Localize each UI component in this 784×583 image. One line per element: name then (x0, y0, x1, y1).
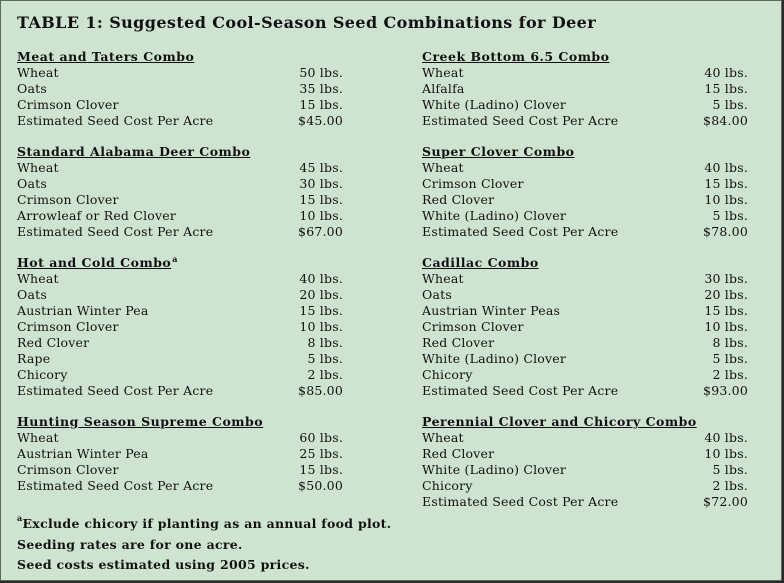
seed-item: Crimson Clover (17, 462, 119, 477)
seed-item: Austrian Winter Pea (17, 446, 149, 461)
seed-item: Estimated Seed Cost Per Acre (422, 494, 619, 509)
seed-item: Estimated Seed Cost Per Acre (17, 113, 214, 128)
seed-amount: 30 lbs. (704, 271, 748, 286)
seed-item: Crimson Clover (17, 97, 119, 112)
seed-amount: 8 lbs. (307, 335, 343, 350)
table-row (17, 81, 343, 97)
footnote-line (17, 514, 391, 535)
seed-amount: 10 lbs. (704, 192, 748, 207)
seed-amount: 40 lbs. (299, 271, 343, 286)
seed-item: Crimson Clover (17, 319, 119, 334)
seed-item: Arrowleaf or Red Clover (17, 208, 177, 223)
seed-item: Austrian Winter Pea (17, 303, 149, 318)
table-title: TABLE 1: Suggested Cool-Season Seed Combinations for Deer (17, 13, 597, 32)
footnote-mark: a (17, 513, 23, 523)
seed-item: White (Ladino) Clover (422, 97, 567, 112)
seed-amount: $85.00 (298, 383, 343, 398)
seed-amount: 15 lbs. (704, 303, 748, 318)
seed-amount: 40 lbs. (704, 65, 748, 80)
combo-name: Creek Bottom 6.5 Combo (422, 49, 610, 64)
combo-block (422, 144, 748, 240)
table-row (17, 192, 343, 208)
combo-name: Perennial Clover and Chicory Combo (422, 414, 697, 429)
seed-amount: 10 lbs. (299, 319, 343, 334)
table-row (422, 271, 748, 287)
seed-amount: 2 lbs. (712, 478, 748, 493)
combo-title (422, 49, 748, 65)
seed-item: Chicory (17, 367, 68, 382)
seed-item: Alfalfa (422, 81, 465, 96)
table-row (17, 65, 343, 81)
seed-item: Wheat (422, 271, 464, 286)
seed-amount: 5 lbs. (712, 462, 748, 477)
table-row (422, 335, 748, 351)
table-row (422, 319, 748, 335)
table-row (17, 383, 343, 399)
seed-amount: 2 lbs. (712, 367, 748, 382)
seed-item: Estimated Seed Cost Per Acre (17, 478, 214, 493)
seed-amount: 10 lbs. (704, 446, 748, 461)
seed-item: Estimated Seed Cost Per Acre (17, 224, 214, 239)
seed-item: Red Clover (422, 192, 495, 207)
seed-amount: 15 lbs. (299, 462, 343, 477)
seed-item: Crimson Clover (422, 176, 524, 191)
seed-amount: 15 lbs. (299, 303, 343, 318)
seed-amount: 40 lbs. (704, 160, 748, 175)
combo-name: Cadillac Combo (422, 255, 539, 270)
seed-item: White (Ladino) Clover (422, 462, 567, 477)
table-row (17, 367, 343, 383)
combo-title (17, 49, 343, 65)
combo-block (17, 144, 343, 240)
seed-item: Wheat (17, 160, 59, 175)
seed-amount: $72.00 (703, 494, 748, 509)
seed-item: Estimated Seed Cost Per Acre (422, 224, 619, 239)
seed-amount: 15 lbs. (299, 192, 343, 207)
table-row (422, 367, 748, 383)
seed-amount: 10 lbs. (704, 319, 748, 334)
seed-item: Wheat (17, 430, 59, 445)
combo-title (17, 144, 343, 160)
seed-amount: $84.00 (703, 113, 748, 128)
seed-item: Austrian Winter Peas (422, 303, 561, 318)
combo-name: Hunting Season Supreme Combo (17, 414, 264, 429)
seed-amount: 25 lbs. (299, 446, 343, 461)
seed-amount: 15 lbs. (704, 176, 748, 191)
seed-amount: 45 lbs. (299, 160, 343, 175)
combo-block (17, 255, 343, 399)
left-column (17, 49, 343, 509)
seed-amount: $67.00 (298, 224, 343, 239)
table-row (422, 446, 748, 462)
table-row (422, 65, 748, 81)
table-row (17, 224, 343, 240)
table-row (422, 97, 748, 113)
combo-block (422, 49, 748, 129)
table-row (17, 462, 343, 478)
table-row (422, 351, 748, 367)
combo-name: Hot and Cold Combo (17, 255, 172, 270)
seed-item: Wheat (422, 160, 464, 175)
table-row (422, 81, 748, 97)
seed-item: Wheat (17, 65, 59, 80)
table-row (422, 160, 748, 176)
seed-item: Red Clover (17, 335, 90, 350)
table-row (422, 176, 748, 192)
seed-item: Chicory (422, 478, 473, 493)
seed-amount: 8 lbs. (712, 335, 748, 350)
table-row (17, 335, 343, 351)
footnote-text: Exclude chicory if planting as an annual food plot. (22, 516, 392, 531)
table-row (422, 224, 748, 240)
seed-amount: 15 lbs. (299, 97, 343, 112)
table-row (422, 494, 748, 510)
combo-title (17, 255, 343, 271)
seed-amount: 50 lbs. (299, 65, 343, 80)
seed-item: Oats (422, 287, 452, 302)
seed-amount: 5 lbs. (307, 351, 343, 366)
seed-amount: 30 lbs. (299, 176, 343, 191)
seed-amount: 15 lbs. (704, 81, 748, 96)
table-row (17, 208, 343, 224)
combo-footnote-mark: a (172, 254, 178, 264)
table-row (422, 192, 748, 208)
table-row (17, 446, 343, 462)
combo-title (422, 414, 748, 430)
combo-block (422, 255, 748, 399)
seed-item: Rape (17, 351, 51, 366)
combo-block (422, 414, 748, 510)
combo-name: Standard Alabama Deer Combo (17, 144, 251, 159)
table-row (17, 160, 343, 176)
seed-item: Estimated Seed Cost Per Acre (17, 383, 214, 398)
seed-item: Wheat (422, 65, 464, 80)
combo-name: Meat and Taters Combo (17, 49, 195, 64)
table-row (422, 287, 748, 303)
seed-item: Red Clover (422, 446, 495, 461)
right-column (422, 49, 748, 525)
combo-title (17, 414, 343, 430)
table-row (422, 303, 748, 319)
table-row (422, 478, 748, 494)
table-row (17, 303, 343, 319)
seed-amount: 5 lbs. (712, 208, 748, 223)
seed-amount: 20 lbs. (299, 287, 343, 302)
seed-item: Estimated Seed Cost Per Acre (422, 113, 619, 128)
table-row (422, 462, 748, 478)
table-row (422, 383, 748, 399)
seed-amount: $50.00 (298, 478, 343, 493)
seed-amount: 2 lbs. (307, 367, 343, 382)
seed-amount: 35 lbs. (299, 81, 343, 96)
combo-title (422, 144, 748, 160)
table-row (422, 208, 748, 224)
seed-item: White (Ladino) Clover (422, 351, 567, 366)
combo-title (422, 255, 748, 271)
seed-item: Wheat (422, 430, 464, 445)
table-row (17, 176, 343, 192)
combo-name: Super Clover Combo (422, 144, 575, 159)
table-row (17, 113, 343, 129)
table-row (17, 97, 343, 113)
table-row (422, 430, 748, 446)
seed-amount: 10 lbs. (299, 208, 343, 223)
seeding-rate-note: Seeding rates are for one acre. (17, 536, 243, 552)
seed-item: Oats (17, 81, 47, 96)
combo-block (17, 414, 343, 494)
seed-item: Oats (17, 287, 47, 302)
seed-amount: 60 lbs. (299, 430, 343, 445)
seed-amount: 5 lbs. (712, 97, 748, 112)
seed-item: Oats (17, 176, 47, 191)
seed-item: Crimson Clover (422, 319, 524, 334)
seed-cost-note: Seed costs estimated using 2005 prices. (17, 557, 310, 572)
seed-item: White (Ladino) Clover (422, 208, 567, 223)
seed-item: Red Clover (422, 335, 495, 350)
seed-amount: $45.00 (298, 113, 343, 128)
seed-item: Crimson Clover (17, 192, 119, 207)
table-row (17, 478, 343, 494)
table-row (17, 351, 343, 367)
seed-item: Chicory (422, 367, 473, 382)
table-notes (17, 514, 391, 576)
table-row (17, 319, 343, 335)
combo-block (17, 49, 343, 129)
seed-amount: $93.00 (703, 383, 748, 398)
table-row (422, 113, 748, 129)
table-row (17, 271, 343, 287)
seed-item: Wheat (17, 271, 59, 286)
seed-amount: 5 lbs. (712, 351, 748, 366)
table-row (17, 430, 343, 446)
table-row (17, 287, 343, 303)
seed-amount: $78.00 (703, 224, 748, 239)
seed-amount: 40 lbs. (704, 430, 748, 445)
seed-item: Estimated Seed Cost Per Acre (422, 383, 619, 398)
seed-amount: 20 lbs. (704, 287, 748, 302)
